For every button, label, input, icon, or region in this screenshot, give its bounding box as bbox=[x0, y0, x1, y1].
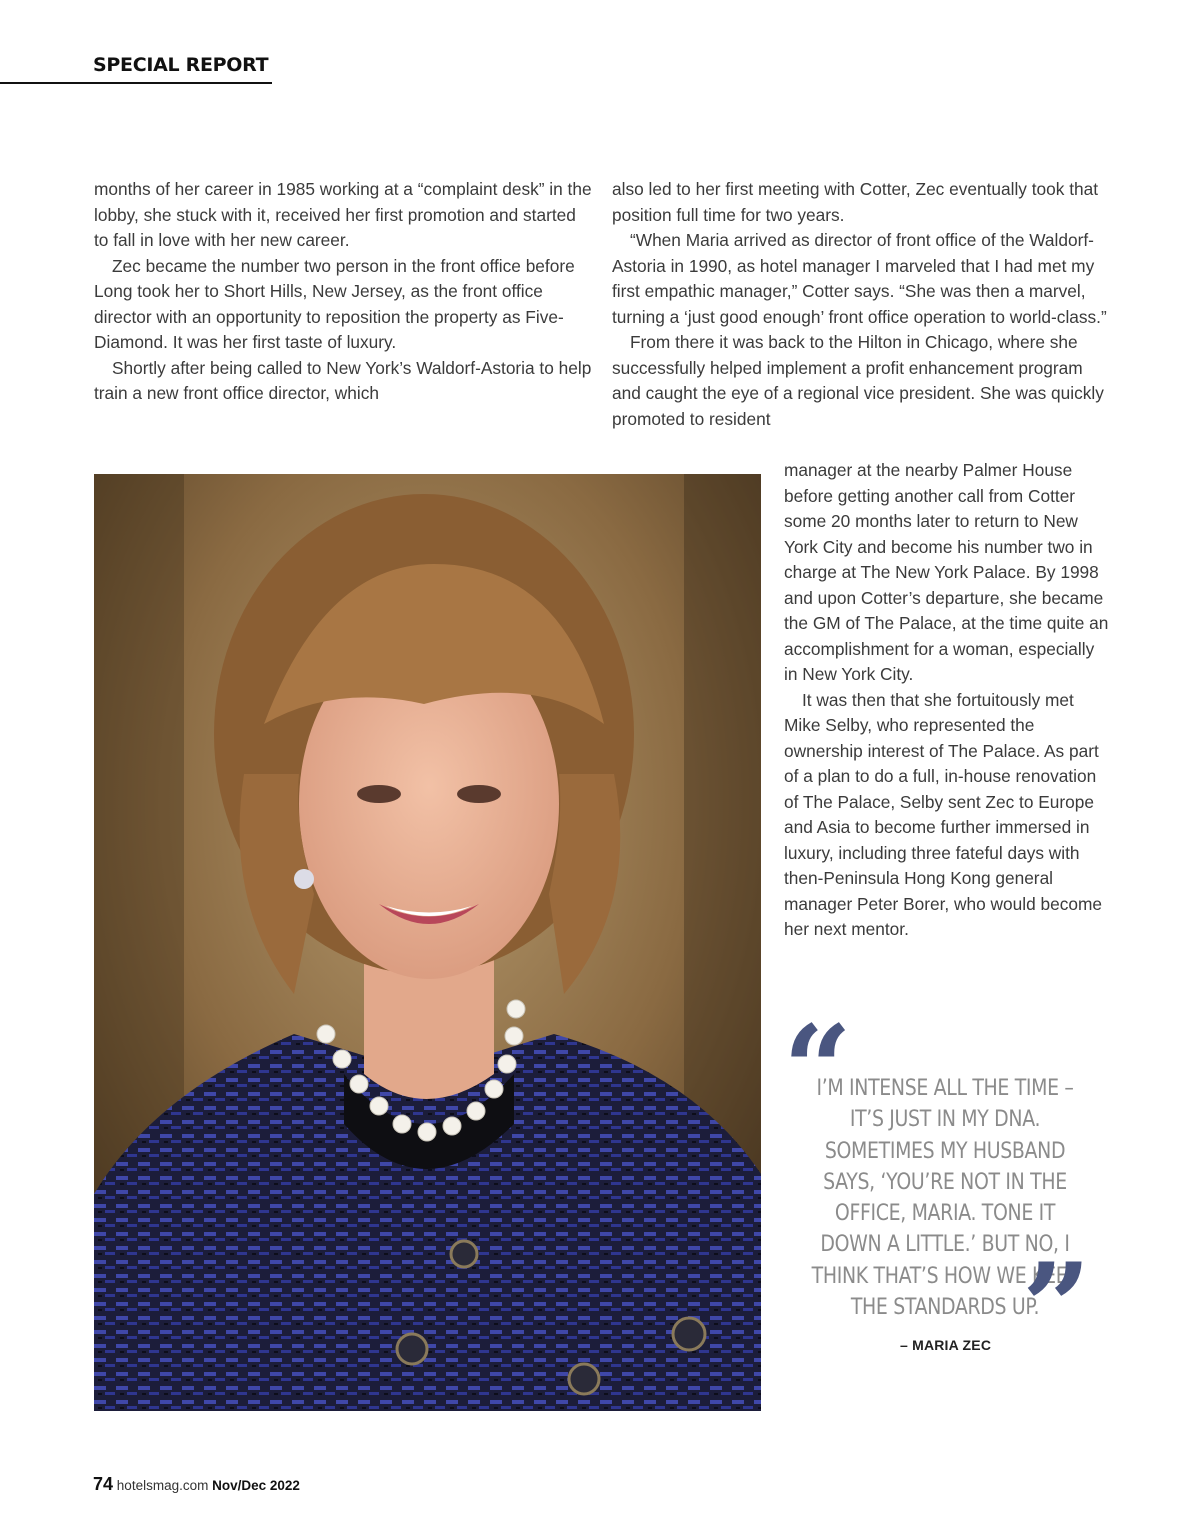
article-column-3 bbox=[784, 458, 1109, 943]
paragraph: Shortly after being called to New York’s Waldorf-Astoria to help train a new front office director, which bbox=[94, 357, 592, 403]
close-quote-icon: ” bbox=[1022, 1237, 1092, 1378]
quote-attribution: – MARIA ZEC bbox=[900, 1337, 992, 1353]
page-footer bbox=[93, 1474, 300, 1495]
paragraph: also led to her first meeting with Cotter, Zec eventually took that position full time for two years. bbox=[612, 179, 1099, 225]
footer-site: hotelsmag.com bbox=[116, 1478, 209, 1493]
paragraph: From there it was back to the Hilton in Chicago, where she successfully helped implement a profit enhancement program and caught the eye of a regional vice president. She was quickly promoted to resident bbox=[612, 332, 1104, 429]
portrait-photo bbox=[94, 474, 761, 1411]
header-rule bbox=[0, 82, 272, 84]
open-quote-icon: “ bbox=[783, 999, 853, 1140]
paragraph: manager at the nearby Palmer House before getting another call from Cotter some 20 months later to return to New York City and become his number two in charge at The New York Palace. By 1998 and upon Cotter’s departure, she became the GM of The Palace, at the time quite an accomplishment for a woman, especially in New York City. bbox=[784, 460, 1109, 684]
paragraph: months of her career in 1985 working at a “complaint desk” in the lobby, she stuck with it, received her first promotion and started to fall in love with her new career. bbox=[94, 179, 592, 250]
paragraph: Zec became the number two person in the front office before Long took her to Short Hills, New Jersey, as the front office director with an opportunity to reposition the property as Five-Diamond. It was her first taste of luxury. bbox=[94, 255, 575, 352]
pull-quote: I’M INTENSE ALL THE TIME – IT’S JUST IN MY DNA. SOMETIMES MY HUSBAND SAYS, ‘YOU’RE NOT IN THE OFFICE, MARIA. TONE IT DOWN A LITTLE.’ BUT NO, I THINK THAT’S HOW WE KEEP THE STANDARDS UP. bbox=[811, 1076, 1079, 1321]
footer-issue: Nov/Dec 2022 bbox=[212, 1478, 300, 1493]
section-label: SPECIAL REPORT bbox=[93, 54, 269, 76]
article-column-2 bbox=[612, 177, 1107, 432]
article-column-1 bbox=[94, 177, 594, 407]
paragraph: It was then that she fortuitously met Mike Selby, who represented the ownership interest of The Palace. As part of a plan to do a full, in-house renovation of The Palace, Selby sent Zec to Europe and Asia to become further immersed in luxury, including three fateful days with then-Peninsula Hong Kong general manager Peter Borer, who would become her next mentor. bbox=[784, 689, 1102, 939]
paragraph: “When Maria arrived as director of front office of the Waldorf-Astoria in 1990, as hotel manager I marveled that I had met my first empathic manager,” Cotter says. “She was then a marvel, turning a ‘just good enough’ front office operation to world-class.” bbox=[612, 230, 1107, 327]
page-number: 74 bbox=[93, 1474, 114, 1494]
